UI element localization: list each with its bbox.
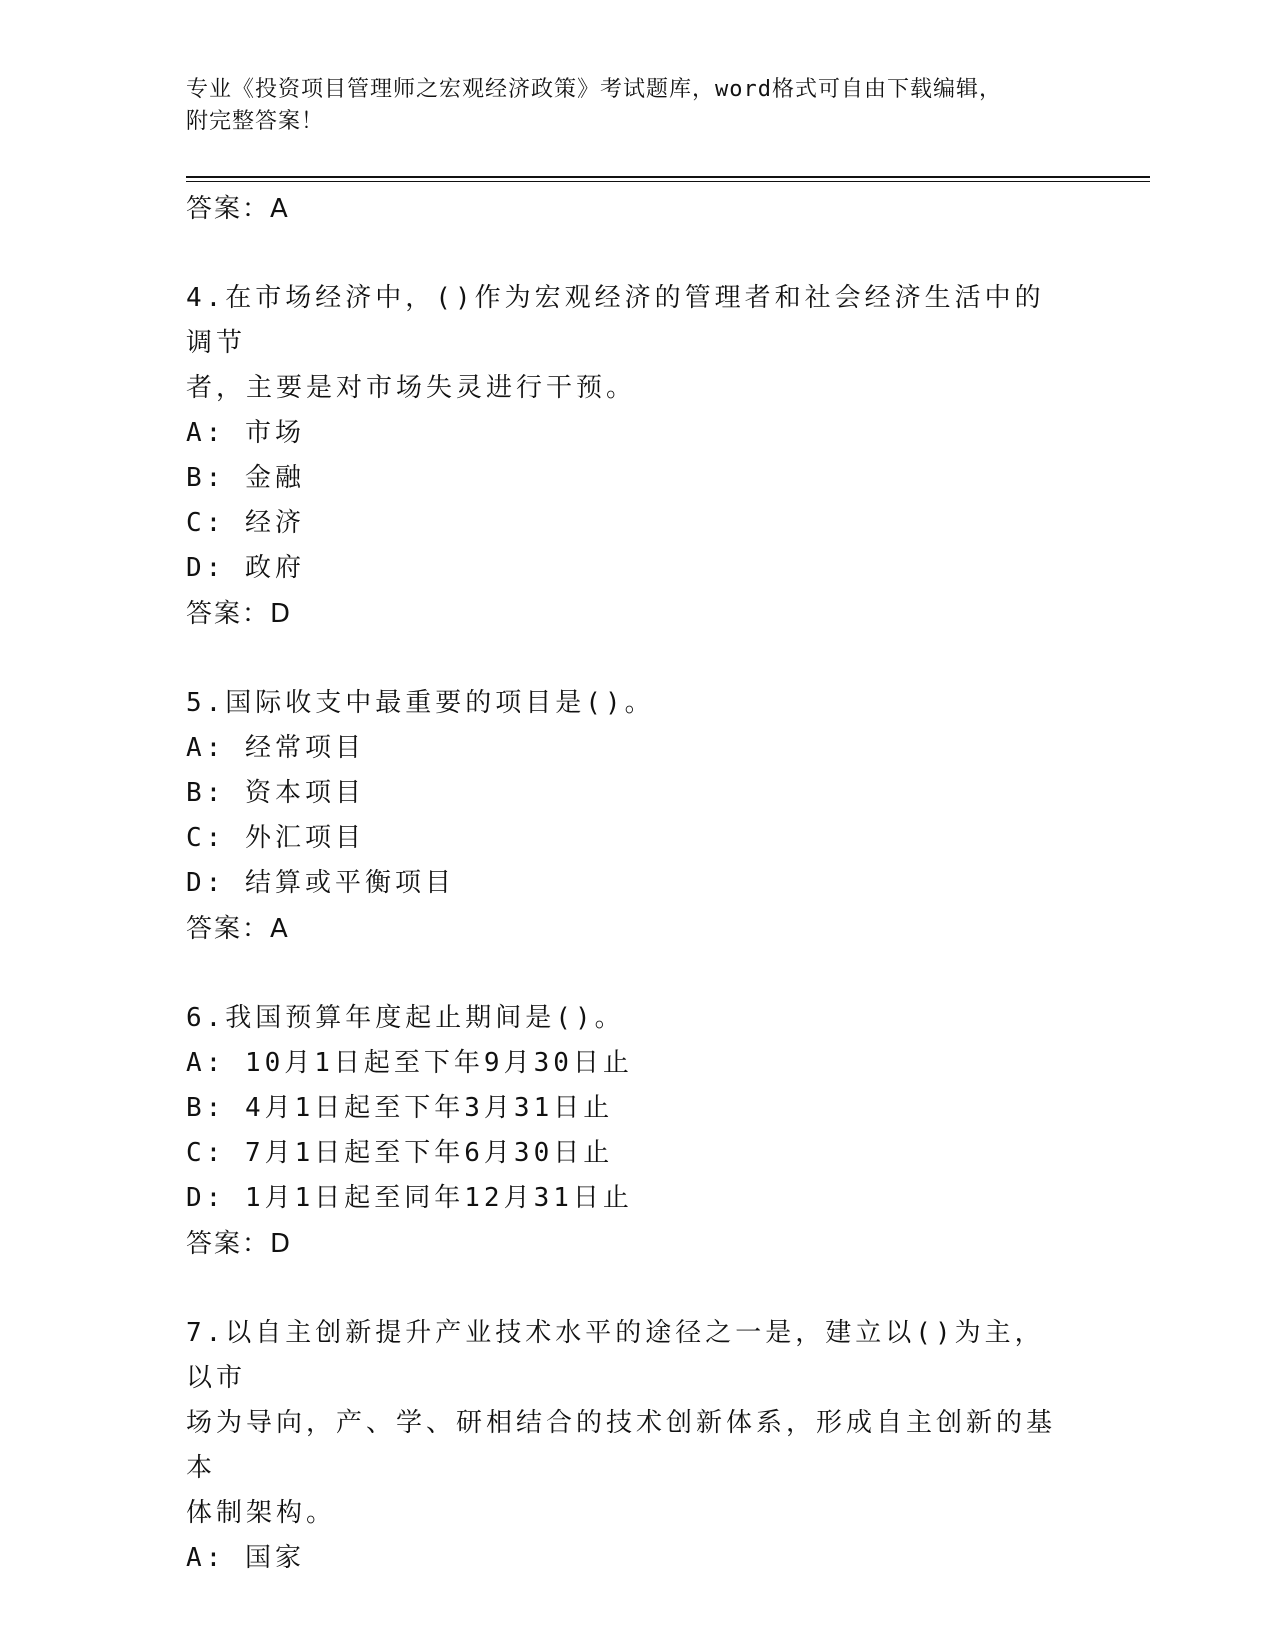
option-a: A: 国家	[186, 1543, 305, 1573]
question-block	[186, 1311, 1066, 1581]
question-stem-line: 6.我国预算年度起止期间是()。	[186, 1003, 625, 1033]
question-block	[186, 276, 1066, 637]
header-line-1: 专业《投资项目管理师之宏观经济政策》考试题库，word格式可自由下载编辑，	[186, 77, 1002, 102]
question-stem-line: 5.国际收支中最重要的项目是()。	[186, 688, 655, 718]
spacer	[186, 952, 1066, 996]
answer-line: 答案：D	[186, 599, 293, 629]
question-stem-line: 者，主要是对市场失灵进行干预。	[186, 373, 637, 403]
question-block	[186, 681, 1066, 952]
option-b: B: 资本项目	[186, 778, 365, 808]
option-a: A: 经常项目	[186, 733, 365, 763]
option-b: B: 4月1日起至下年3月31日止	[186, 1093, 614, 1123]
spacer	[186, 1267, 1066, 1311]
spacer	[186, 637, 1066, 681]
answer-line: 答案：A	[186, 194, 290, 224]
question-stem-line: 场为导向，产、学、研相结合的技术创新体系，形成自主创新的基本	[186, 1408, 1057, 1483]
option-b: B: 金融	[186, 463, 305, 493]
document-header	[186, 74, 1086, 138]
option-a: A: 市场	[186, 418, 305, 448]
option-c: C: 7月1日起至下年6月30日止	[186, 1138, 614, 1168]
header-line-2: 附完整答案！	[186, 109, 325, 134]
option-d: D: 政府	[186, 553, 305, 583]
question-stem-line: 7.以自主创新提升产业技术水平的途径之一是，建立以()为主，以市	[186, 1318, 1045, 1393]
question-stem-line: 4.在市场经济中，()作为宏观经济的管理者和社会经济生活中的调节	[186, 283, 1045, 358]
option-a: A: 10月1日起至下年9月30日止	[186, 1048, 633, 1078]
option-c: C: 外汇项目	[186, 823, 365, 853]
option-d: D: 1月1日起至同年12月31日止	[186, 1183, 633, 1213]
option-c: C: 经济	[186, 508, 305, 538]
header-divider-thin	[186, 181, 1150, 182]
answer-line: 答案：A	[186, 914, 290, 944]
question-block	[186, 996, 1066, 1267]
option-d: D: 结算或平衡项目	[186, 868, 455, 898]
question-list	[186, 186, 1066, 1581]
header-divider-thick	[186, 176, 1150, 178]
answer-line: 答案：D	[186, 1229, 293, 1259]
question-stem-line: 体制架构。	[186, 1498, 337, 1528]
spacer	[186, 232, 1066, 276]
